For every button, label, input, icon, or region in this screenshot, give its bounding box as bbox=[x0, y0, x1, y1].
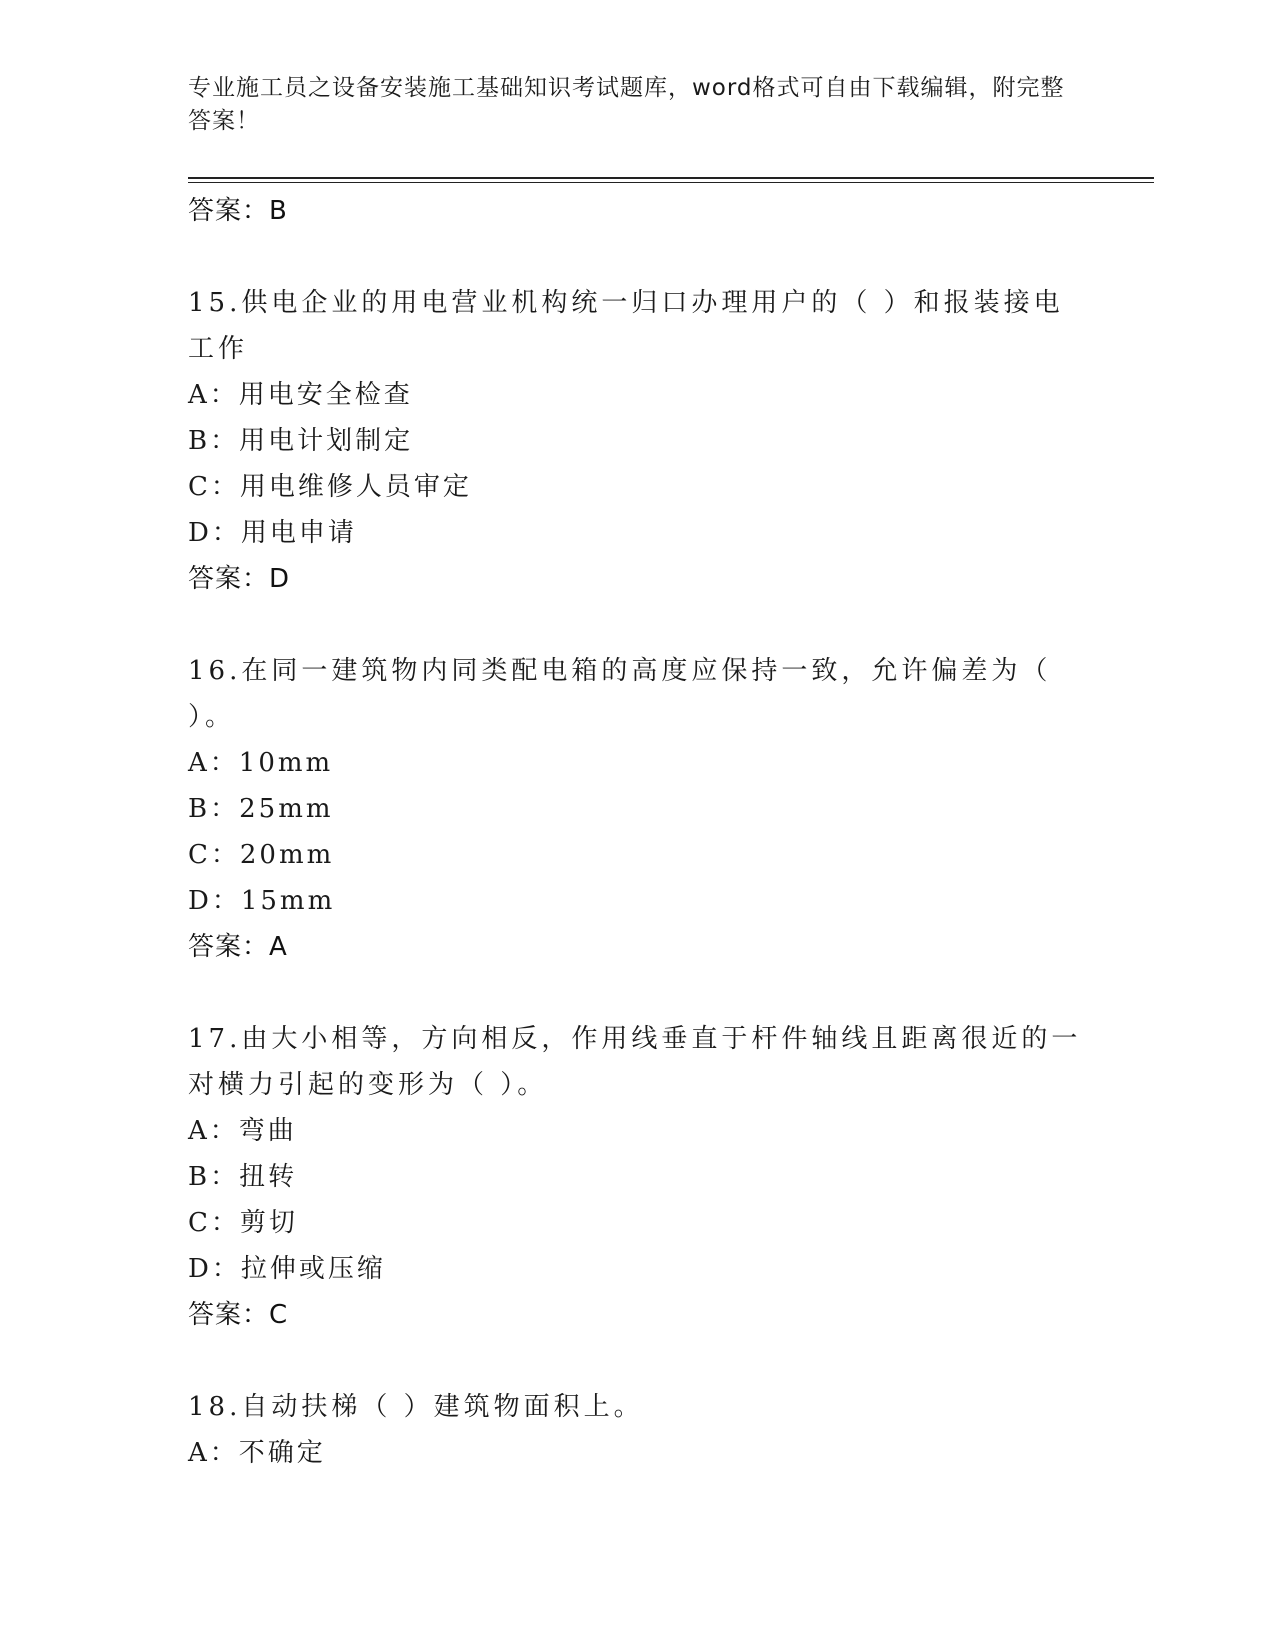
option-item: A：用电安全检查 bbox=[188, 380, 413, 410]
option-item: B：25mm bbox=[188, 794, 334, 824]
option-item: A：弯曲 bbox=[188, 1116, 297, 1146]
option-item: D：用电申请 bbox=[188, 518, 357, 548]
option-item: B：用电计划制定 bbox=[188, 426, 414, 456]
option-item: D：拉伸或压缩 bbox=[188, 1254, 386, 1284]
header-divider-thick bbox=[188, 177, 1154, 179]
option-item: B：扭转 bbox=[188, 1162, 298, 1192]
question-text: 18.自动扶梯（ ）建筑物面积上。 bbox=[188, 1392, 644, 1422]
answer-line: 答案：D bbox=[188, 564, 291, 594]
spacer bbox=[188, 234, 1088, 280]
question-list bbox=[188, 188, 1088, 1476]
answer-line: 答案：C bbox=[188, 1300, 289, 1330]
answer-line: 答案：B bbox=[188, 196, 288, 226]
question-text: 15.供电企业的用电营业机构统一归口办理用户的（ ）和报装接电工作 bbox=[188, 288, 1064, 364]
option-item: A：10mm bbox=[188, 748, 334, 778]
option-item: C：20mm bbox=[188, 840, 335, 870]
spacer bbox=[188, 602, 1088, 648]
document-header: 专业施工员之设备安装施工基础知识考试题库，word格式可自由下载编辑，附完整答案！ bbox=[188, 75, 1065, 134]
header-divider-thin bbox=[188, 182, 1154, 183]
option-item: C：用电维修人员审定 bbox=[188, 472, 472, 502]
option-item: C：剪切 bbox=[188, 1208, 298, 1238]
option-item: D：15mm bbox=[188, 886, 336, 916]
option-item: A：不确定 bbox=[188, 1438, 326, 1468]
spacer bbox=[188, 970, 1088, 1016]
answer-line: 答案：A bbox=[188, 932, 288, 962]
question-text: 17.由大小相等，方向相反，作用线垂直于杆件轴线且距离很近的一对横力引起的变形为（ ）。 bbox=[188, 1024, 1082, 1100]
question-text: 16.在同一建筑物内同类配电箱的高度应保持一致，允许偏差为（ ）。 bbox=[188, 656, 1052, 732]
spacer bbox=[188, 1338, 1088, 1384]
